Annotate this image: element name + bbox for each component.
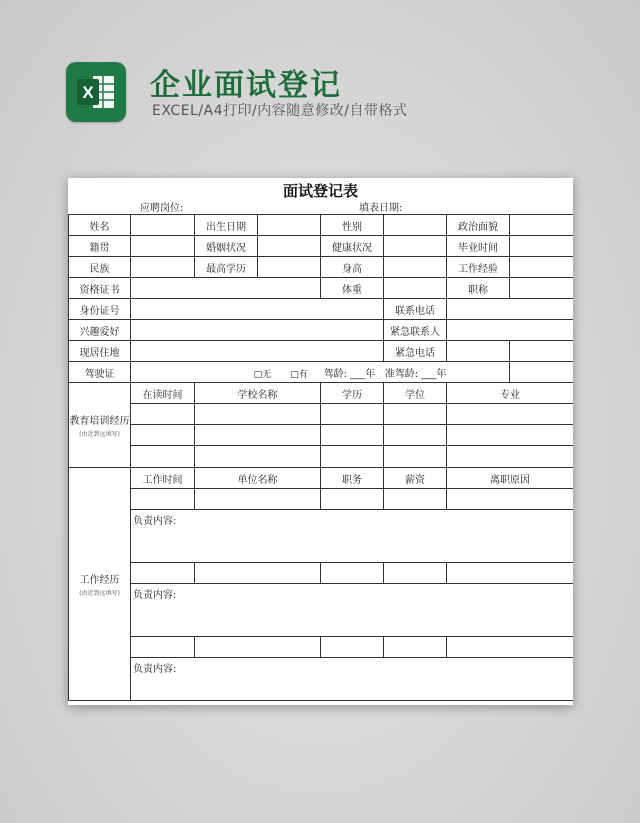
table-row xyxy=(69,446,574,468)
label-name: 姓名 xyxy=(69,215,131,236)
edu-cell[interactable] xyxy=(447,425,574,446)
field-phone[interactable] xyxy=(447,299,574,320)
edu-cell[interactable] xyxy=(321,404,384,425)
field-title[interactable] xyxy=(510,278,574,299)
field-emergency-phone[interactable] xyxy=(447,341,510,362)
edu-cell[interactable] xyxy=(384,446,447,468)
edu-col-time: 在读时间 xyxy=(131,383,195,404)
label-phone: 联系电话 xyxy=(384,299,447,320)
table-row xyxy=(69,510,574,563)
edu-col-major: 专业 xyxy=(447,383,574,404)
label-certificate: 资格证书 xyxy=(69,278,131,299)
license-none-checkbox[interactable]: □无 xyxy=(253,369,272,380)
edu-cell[interactable] xyxy=(131,425,195,446)
work-cell[interactable] xyxy=(131,637,195,658)
work-col-reason: 离职原因 xyxy=(447,468,574,489)
duty-field[interactable]: 负责内容: xyxy=(131,510,574,563)
label-birth: 出生日期 xyxy=(195,215,258,236)
label-address: 现居住地 xyxy=(69,341,131,362)
field-hobbies[interactable] xyxy=(131,320,384,341)
duty-field[interactable]: 负责内容: xyxy=(131,658,574,701)
work-col-position: 职务 xyxy=(321,468,384,489)
table-row xyxy=(69,563,574,584)
table-row xyxy=(69,489,574,510)
work-cell[interactable] xyxy=(195,563,321,584)
work-cell[interactable] xyxy=(447,563,574,584)
edu-cell[interactable] xyxy=(195,404,321,425)
table-row xyxy=(69,584,574,637)
label-gender: 性别 xyxy=(321,215,384,236)
quasi-driving-age-text: 准驾龄: ___年 xyxy=(384,368,447,380)
work-cell[interactable] xyxy=(447,637,574,658)
table-row xyxy=(69,468,574,489)
work-cell[interactable] xyxy=(447,489,574,510)
work-cell[interactable] xyxy=(131,563,195,584)
label-education: 最高学历 xyxy=(195,257,258,278)
education-note: (由近到远填写) xyxy=(79,431,120,438)
table-row xyxy=(69,320,574,341)
field-license-extra[interactable] xyxy=(510,362,574,383)
work-section-label: 工作经历 (由近到远填写) xyxy=(69,468,131,701)
table-row xyxy=(69,341,574,362)
field-work-exp[interactable] xyxy=(510,257,574,278)
field-id-number[interactable] xyxy=(131,299,384,320)
field-address[interactable] xyxy=(131,341,384,362)
field-ethnicity[interactable] xyxy=(131,257,195,278)
work-cell[interactable] xyxy=(195,637,321,658)
field-gender[interactable] xyxy=(384,215,447,236)
label-emergency-contact: 紧急联系人 xyxy=(384,320,447,341)
edu-cell[interactable] xyxy=(195,425,321,446)
work-cell[interactable] xyxy=(321,563,384,584)
work-cell[interactable] xyxy=(321,637,384,658)
page-title: 企业面试登记 xyxy=(150,68,342,103)
field-certificate[interactable] xyxy=(131,278,321,299)
position-label: 应聘岗位: xyxy=(140,203,184,214)
edu-col-academic: 学位 xyxy=(384,383,447,404)
label-weight: 体重 xyxy=(321,278,384,299)
field-marital[interactable] xyxy=(258,236,321,257)
label-political: 政治面貌 xyxy=(447,215,510,236)
work-cell[interactable] xyxy=(384,637,447,658)
work-note: (由近到远填写) xyxy=(79,590,120,597)
table-row xyxy=(69,637,574,658)
form-sheet xyxy=(68,178,573,705)
work-col-salary: 薪资 xyxy=(384,468,447,489)
work-col-company: 单位名称 xyxy=(195,468,321,489)
field-emergency-phone-extra[interactable] xyxy=(510,341,574,362)
field-grad-time[interactable] xyxy=(510,236,574,257)
label-health: 健康状况 xyxy=(321,236,384,257)
excel-logo-icon xyxy=(66,62,126,122)
field-birth[interactable] xyxy=(258,215,321,236)
education-section-label: 教育培训经历 (由近到远填写) xyxy=(69,383,131,468)
label-height: 身高 xyxy=(321,257,384,278)
table-row xyxy=(69,299,574,320)
edu-cell[interactable] xyxy=(131,404,195,425)
date-label: 填表日期: xyxy=(359,203,403,214)
edu-col-degree: 学历 xyxy=(321,383,384,404)
work-cell[interactable] xyxy=(321,489,384,510)
field-license xyxy=(131,362,510,383)
edu-cell[interactable] xyxy=(447,404,574,425)
work-col-time: 工作时间 xyxy=(131,468,195,489)
page-subtitle: EXCEL/A4打印/内容随意修改/自带格式 xyxy=(152,103,408,119)
table-row xyxy=(69,362,574,383)
work-cell[interactable] xyxy=(131,489,195,510)
edu-col-school: 学校名称 xyxy=(195,383,321,404)
label-license: 驾驶证 xyxy=(69,362,131,383)
driving-age-text: 驾龄: ___年 xyxy=(323,368,376,380)
work-cell[interactable] xyxy=(384,489,447,510)
label-emergency-phone: 紧急电话 xyxy=(384,341,447,362)
license-have-checkbox[interactable]: □有 xyxy=(290,369,308,380)
table-row xyxy=(69,425,574,446)
duty-field[interactable]: 负责内容: xyxy=(131,584,574,637)
work-cell[interactable] xyxy=(195,489,321,510)
work-cell[interactable] xyxy=(384,563,447,584)
label-title: 职称 xyxy=(447,278,510,299)
field-weight[interactable] xyxy=(384,278,447,299)
edu-cell[interactable] xyxy=(131,446,195,468)
table-row xyxy=(69,236,574,257)
edu-cell[interactable] xyxy=(321,446,384,468)
field-height[interactable] xyxy=(384,257,447,278)
edu-cell[interactable] xyxy=(195,446,321,468)
label-native: 籍贯 xyxy=(69,236,131,257)
field-name[interactable] xyxy=(131,215,195,236)
svg-text:X: X xyxy=(82,83,94,102)
form-title: 面试登记表 xyxy=(282,182,358,200)
edu-cell[interactable] xyxy=(384,404,447,425)
table-row xyxy=(69,215,574,236)
edu-cell[interactable] xyxy=(321,425,384,446)
label-id-number: 身份证号 xyxy=(69,299,131,320)
table-row xyxy=(69,278,574,299)
edu-cell[interactable] xyxy=(447,446,574,468)
label-marital: 婚姻状况 xyxy=(195,236,258,257)
field-native[interactable] xyxy=(131,236,195,257)
field-political[interactable] xyxy=(510,215,574,236)
label-ethnicity: 民族 xyxy=(69,257,131,278)
table-row xyxy=(69,257,574,278)
table-row xyxy=(69,383,574,404)
table-row xyxy=(69,658,574,701)
field-emergency-contact[interactable] xyxy=(447,320,574,341)
label-work-exp: 工作经验 xyxy=(447,257,510,278)
edu-cell[interactable] xyxy=(384,425,447,446)
table-row xyxy=(69,404,574,425)
field-education[interactable] xyxy=(258,257,321,278)
label-hobbies: 兴趣爱好 xyxy=(69,320,131,341)
label-grad-time: 毕业时间 xyxy=(447,236,510,257)
registration-table xyxy=(68,214,573,701)
field-health[interactable] xyxy=(384,236,447,257)
